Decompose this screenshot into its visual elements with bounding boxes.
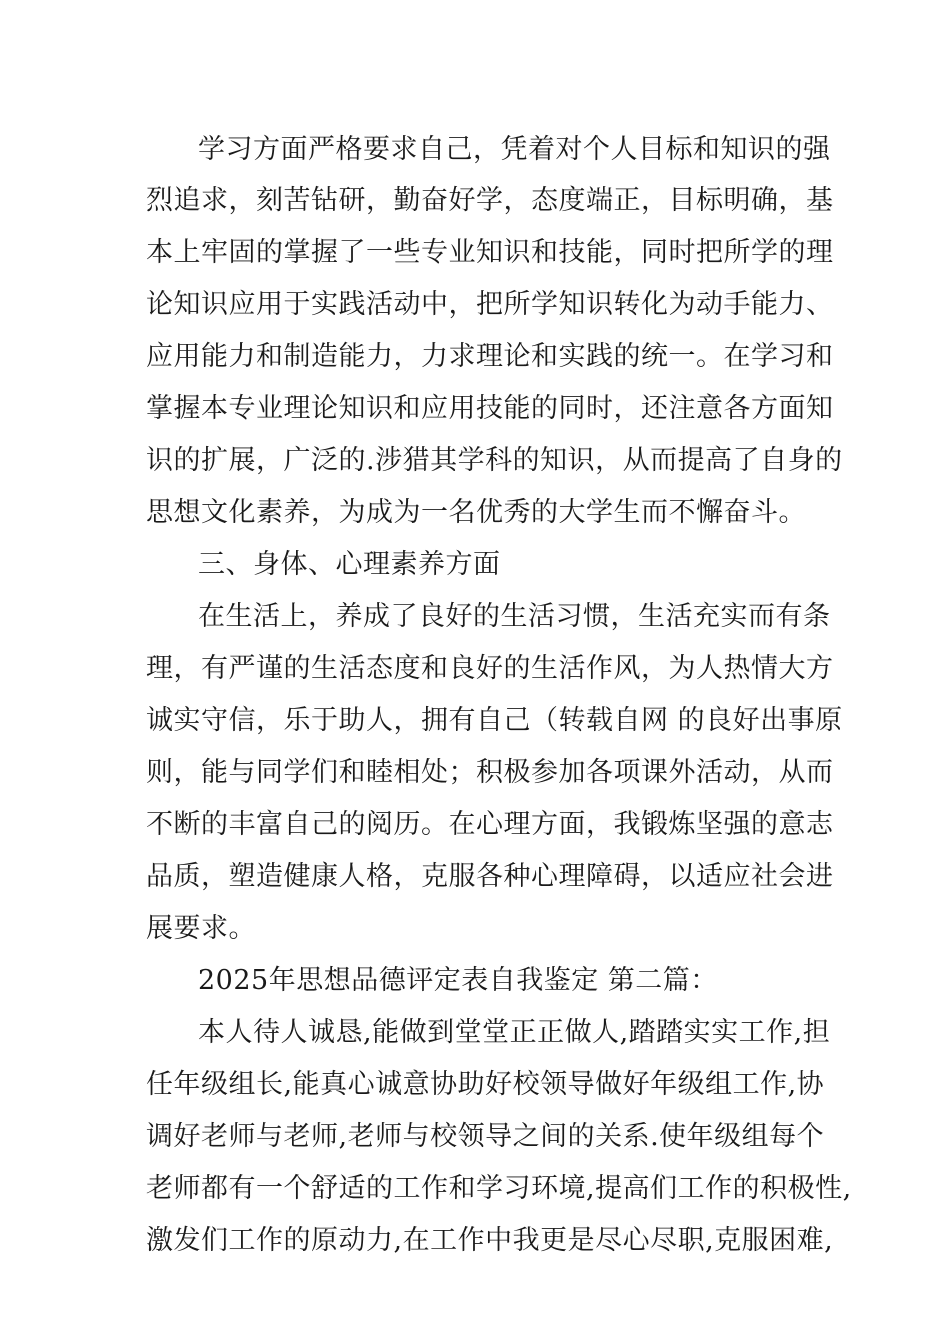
paragraph-line: 激发们工作的原动力,在工作中我更是尽心尽职,克服困难, bbox=[146, 1225, 834, 1256]
paragraph-line: 诚实守信，乐于助人，拥有自己（转载自网 的良好出事原 bbox=[146, 705, 843, 736]
paragraph-line: 调好老师与老师,老师与校领导之间的关系.使年级组每个 bbox=[146, 1121, 825, 1152]
paragraph-line: 学习方面严格要求自己，凭着对个人目标和知识的强 bbox=[198, 134, 831, 165]
paragraph-line: 烈追求，刻苦钻研，勤奋好学，态度端正，目标明确，基 bbox=[146, 185, 834, 216]
paragraph-line: 本上牢固的掌握了一些专业知识和技能，同时把所学的理 bbox=[146, 237, 834, 268]
paragraph-line: 思想文化素养，为成为一名优秀的大学生而不懈奋斗。 bbox=[146, 497, 806, 528]
section-heading: 三、身体、心理素养方面 bbox=[198, 549, 501, 580]
paragraph-line: 论知识应用于实践活动中，把所学知识转化为动手能力、 bbox=[146, 289, 834, 320]
paragraph-line: 则，能与同学们和睦相处；积极参加各项课外活动，从而 bbox=[146, 757, 834, 788]
paragraph-line: 识的扩展，广泛的.涉猎其学科的知识，从而提高了自身的 bbox=[146, 445, 843, 476]
paragraph-line: 不断的丰富自己的阅历。在心理方面，我锻炼坚强的意志 bbox=[146, 809, 834, 840]
paragraph-line: 老师都有一个舒适的工作和学习环境,提高们工作的积极性, bbox=[146, 1173, 852, 1204]
paragraph-line: 任年级组长,能真心诚意协助好校领导做好年级组工作,协 bbox=[146, 1069, 825, 1100]
paragraph-line: 在生活上，养成了良好的生活习惯，生活充实而有条 bbox=[198, 601, 831, 632]
paragraph-line: 展要求。 bbox=[146, 913, 256, 944]
paragraph-line: 品质，塑造健康人格，克服各种心理障碍，以适应社会进 bbox=[146, 861, 834, 892]
paragraph-line: 本人待人诚恳,能做到堂堂正正做人,踏踏实实工作,担 bbox=[198, 1017, 831, 1048]
paragraph-line: 理，有严谨的生活态度和良好的生活作风，为人热情大方 bbox=[146, 653, 834, 684]
paragraph-line: 掌握本专业理论知识和应用技能的同时，还注意各方面知 bbox=[146, 393, 834, 424]
article-heading: 2025年思想品德评定表自我鉴定 第二篇： bbox=[198, 965, 718, 996]
paragraph-line: 应用能力和制造能力，力求理论和实践的统一。在学习和 bbox=[146, 341, 834, 372]
